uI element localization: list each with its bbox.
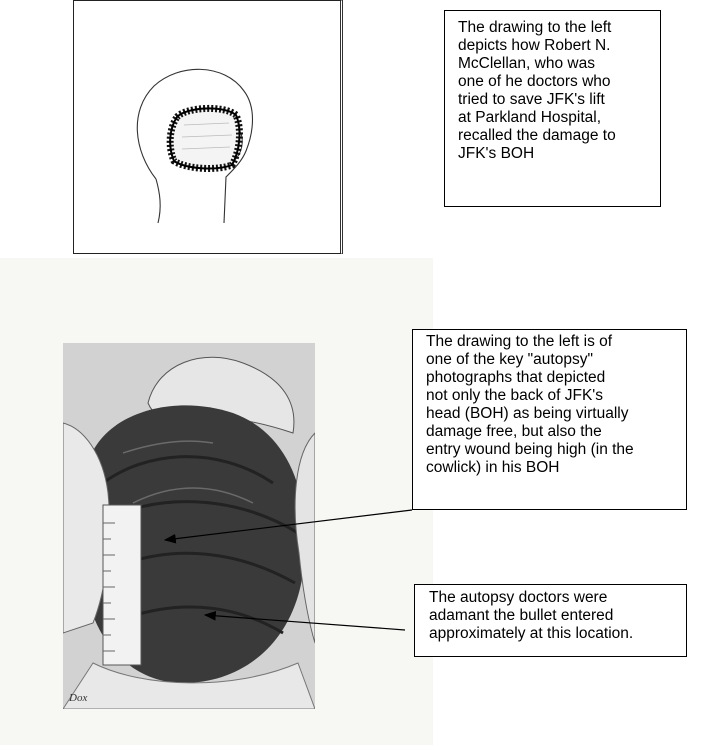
autopsy-photo-caption-box: The drawing to the left is of one of the key "autopsy" photographs that depicted not only the back of JFK's head (BOH) as being virtually damage free, but also the entry wound being high (in the cowlick) in his BOH [412, 329, 687, 510]
entry-location-arrow [205, 615, 405, 630]
entry-location-caption-box: The autopsy doctors were adamant the bullet entered approximately at this location. [414, 584, 687, 657]
artist-signature: Dox [69, 692, 88, 704]
mcclellan-caption-box: The drawing to the left depicts how Robert N. McClellan, who was one of he doctors who tried to save JFK's lift at Parkland Hospital, recalled the damage to JFK's BOH [444, 10, 661, 207]
cowlick-arrow [165, 510, 412, 540]
